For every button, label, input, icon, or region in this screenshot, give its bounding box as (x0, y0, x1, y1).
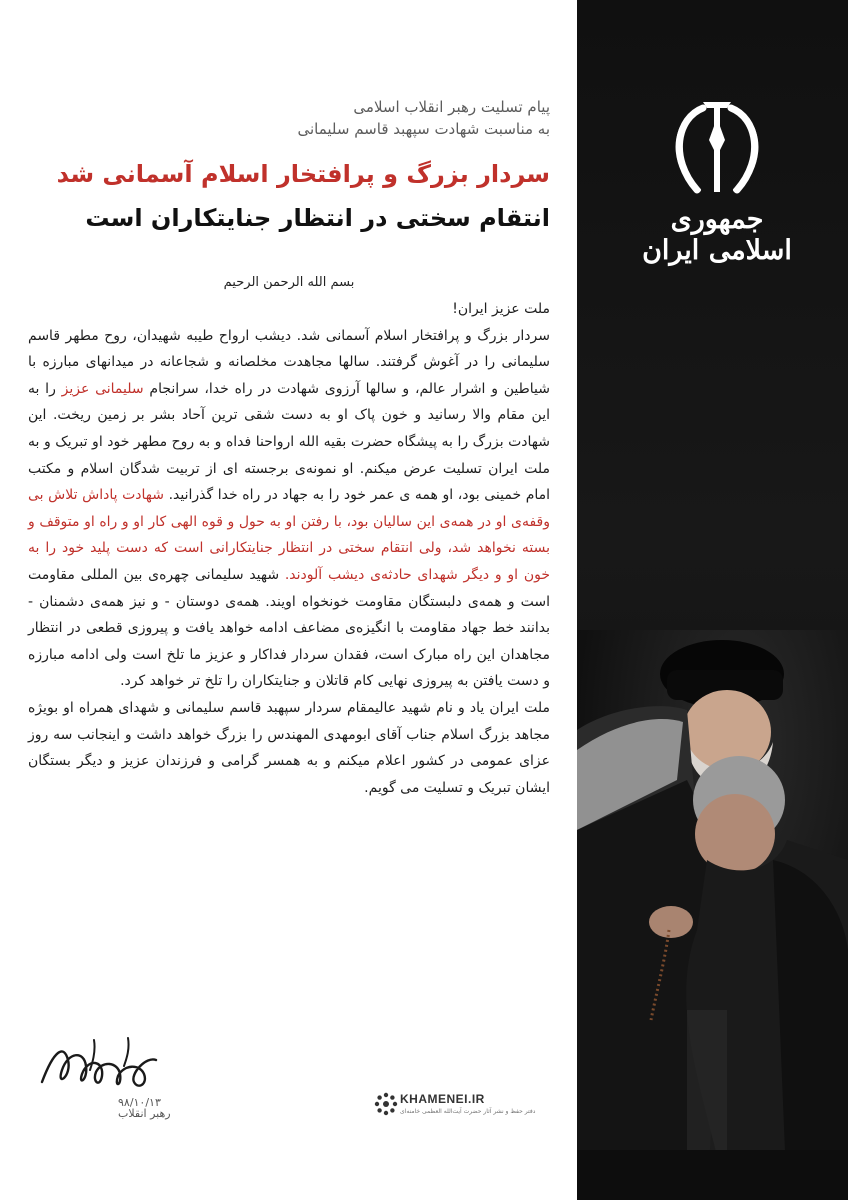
side-panel (577, 0, 848, 1200)
highlight-revenge: شهادت پاداش تلاش بی وقفه‌ی او در همه‌ی این سالیان بود، با رفتن او به حول و قوه الهی کار او و راه او متوقف و بسته نخواهد شد، ولی انتقام سختی در انتظار جنایتکارانی است که دست پلید خود را به خون او و دیگر شهدای حادثه‌ی دیشب آلودند. (28, 487, 551, 583)
subtitle-line-2: به مناسبت شهادت سپهبد قاسم سلیمانی (297, 120, 550, 138)
paragraph-1-part-c: شهید سلیمانی چهره‌ی بین المللی مقاومت است و همه‌ی دلبستگان مقاومت خونخواه اویند. همه‌ی دوستان - و نیز همه‌ی دشمنان - بدانند خط جهاد مقاومت با انگیزه‌ی مضاعف ادامه خواهد یافت و پیروزی قطعی در انتظار مجاهدان این راه مبارک است، فقدان سردار فداکار و عزیز ما تلخ است ولی ادامه مبارزه و دست یافتن به پیروزی نهایی کام قاتلان و جنایتکاران را تلخ تر خواهد کرد. (28, 566, 550, 690)
signature-icon (34, 1030, 164, 1100)
subtitle-line-1: پیام تسلیت رهبر انقلاب اسلامی (353, 98, 550, 116)
iran-emblem-icon (663, 98, 771, 198)
signature-role: رهبر انقلاب (118, 1107, 171, 1120)
leaders-photo (577, 630, 848, 1200)
paragraph-2: ملت ایران یاد و نام شهید عالیمقام سردار سپهبد قاسم سلیمانی و شهدای همراه او بویژه مجاهد بزرگ اسلام جناب آقای ابومهدی المهندس را بزرگ خواهد داشت و اینجانب سه روز عزای عمومی در کشور اعلام میکنم و به همسر گرامی و فرزندان عزیز و دیگر بستگان ایشان تبریک و تسلیت می گویم. (28, 699, 550, 796)
paragraph-1-part-b: را به این مقام والا رسانید و خون پاک او به دست شقی ترین آحاد بشر بر زمین ریخت. این شهادت بزرگ را به پیشگاه حضرت بقیه الله ارواحنا فداه و به روح مطهر خود او تبریک و به ملت ایران تسلیت عرض میکنم. او نمونه‌ی برجسته ای از تربیت شدگان اسلام و مکتب امام خمینی بود، او همه ی عمر خود را به جهاد در راه خدا گذرانید. (28, 380, 551, 504)
paragraph-1-part-a: سردار بزرگ و پرافتخار اسلام آسمانی شد. دیشب ارواح طیبه شهیدان، روح مطهر قاسم سلیمانی را در آغوش گرفتند. سالها مجاهدت مخلصانه و شجاعانه در میدانهای مبارزه با شیاطین و اشرار عالم، و سالها آرزوی شهادت در راه خدا، سرانجام (28, 327, 551, 397)
message-column (28, 0, 550, 1200)
headline-black: انتقام سختی در انتظار جنایتکاران است (85, 204, 550, 232)
paragraph-1 (28, 323, 550, 695)
emblem-caption: جمهوری اسلامی ایران (642, 204, 792, 266)
highlight-name: سلیمانی عزیز (61, 380, 144, 397)
bismillah: بسم الله الرحمن الرحیم (223, 275, 355, 290)
khamenei-logo (374, 1090, 536, 1120)
message-body (28, 296, 550, 801)
logo-tagline: دفتر حفظ و نشر آثار حضرت آیت‌الله العظمی خامنه‌ای (400, 1108, 536, 1115)
headline-red: سردار بزرگ و پرافتخار اسلام آسمانی شد (56, 160, 550, 188)
logo-name: KHAMENEI.IR (400, 1092, 485, 1106)
greeting: ملت عزیز ایران! (452, 301, 550, 317)
signature-date: ۹۸/۱۰/۱۳ (118, 1096, 161, 1109)
khamenei-logo-icon (374, 1092, 398, 1116)
subtitle (28, 96, 550, 140)
